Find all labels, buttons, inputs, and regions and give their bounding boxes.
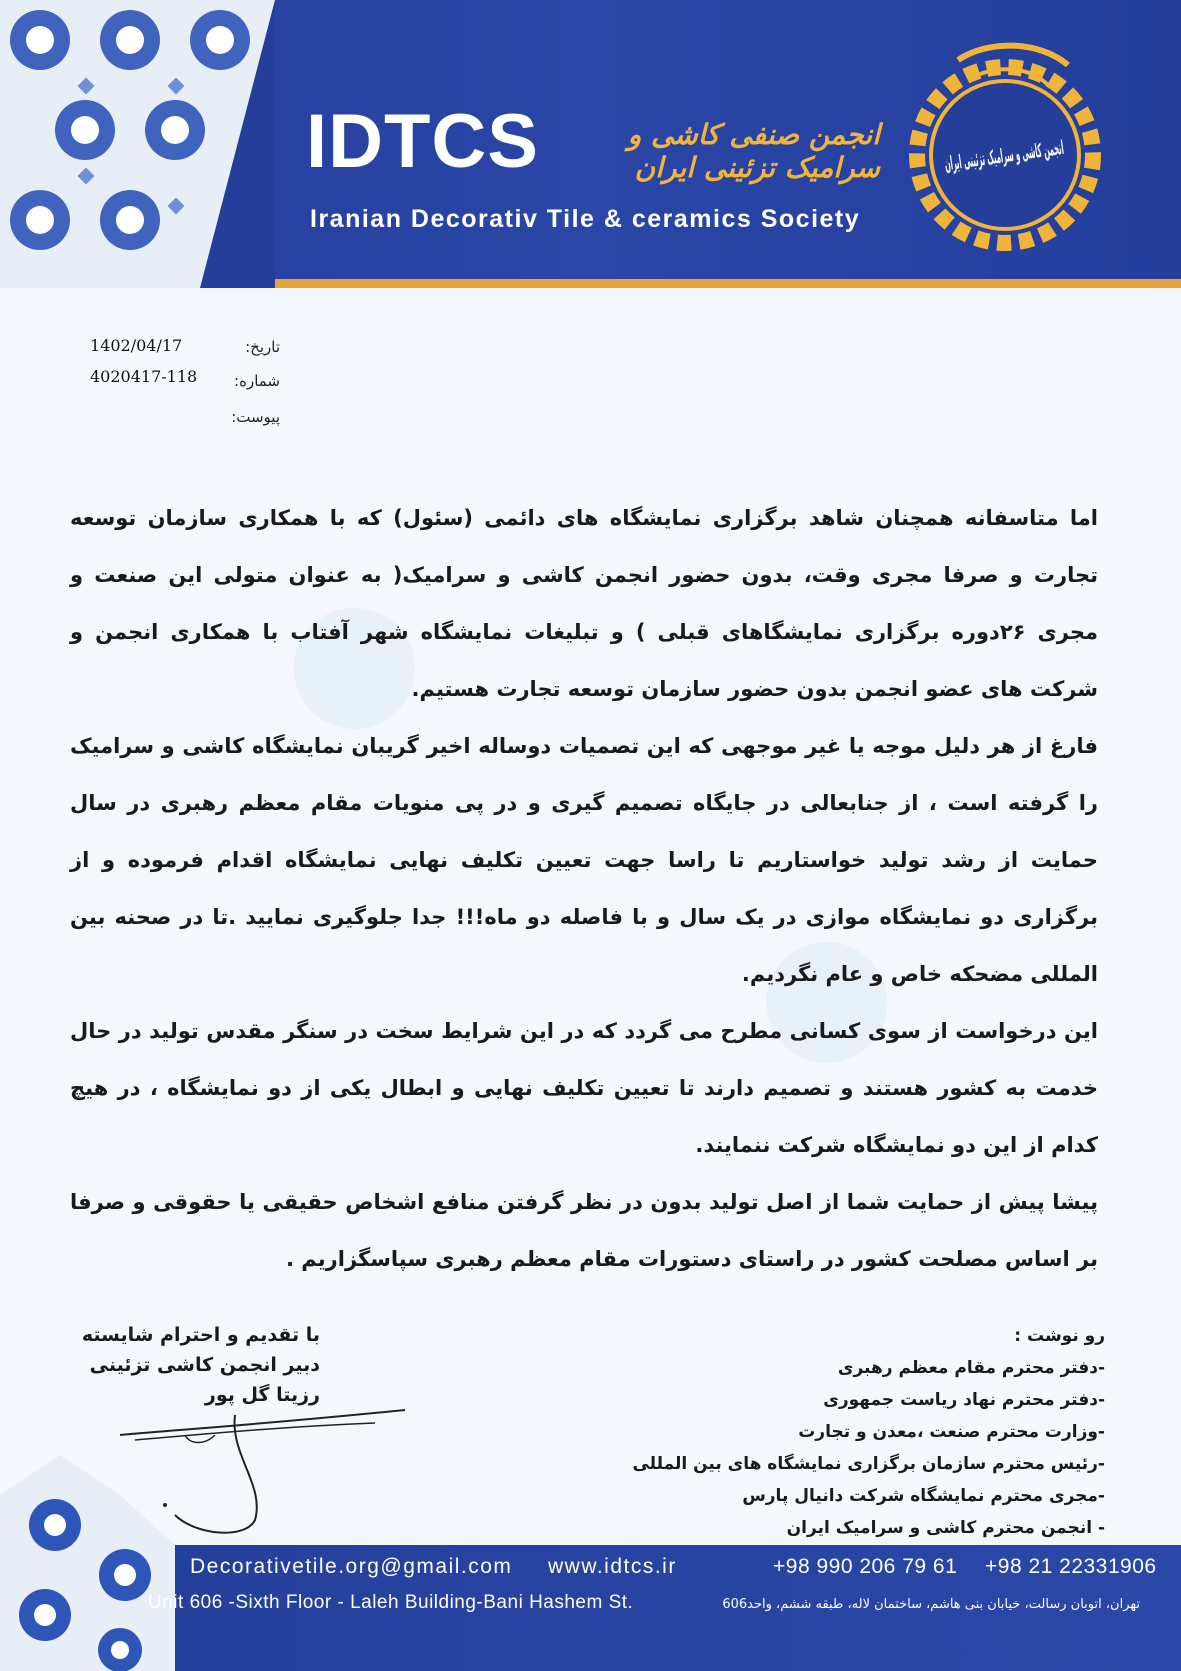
closing-line: با تقدیم و احترام شایسته bbox=[81, 1324, 320, 1346]
cc-title: رو نوشت : bbox=[1014, 1326, 1105, 1346]
signature-block bbox=[70, 1320, 320, 1410]
decorative-tile-pattern bbox=[0, 0, 275, 288]
society-acronym: IDTCS bbox=[306, 99, 539, 184]
decorative-tile-pattern-footer bbox=[0, 1455, 175, 1671]
cc-item: -دفتر محترم مقام معظم رهبری bbox=[837, 1358, 1105, 1378]
signer-name: رزیتا گل پور bbox=[204, 1384, 320, 1406]
body-paragraph: این درخواست از سوی کسانی مطرح می گردد که در این شرایط سخت در سنگر مقدس تولید در حال خدمت به کشور هستند و تصمیم دارند تا تعیین تکلیف نهایی و ابطال یکی از دو نمایشگاه ، در هیچ کدام از این دو نمایشگاه شرکت ننمایند. bbox=[70, 1019, 1098, 1157]
number-value: 4020417-118 bbox=[90, 367, 198, 386]
cc-item: -وزارت محترم صنعت ،معدن و تجارت bbox=[798, 1422, 1105, 1442]
signer-role: دبیر انجمن کاشی تزئینی bbox=[89, 1354, 320, 1376]
cc-item: - انجمن محترم کاشی و سرامیک ایران bbox=[786, 1518, 1105, 1538]
body-paragraph: اما متاسفانه همچنان شاهد برگزاری نمایشگاه های دائمی (سئول) که با همکاری سازمان توسعه تجارت و صرفا مجری وقت، بدون حضور انجمن کاشی و سرامیک( به عنوان متولی این صنعت و مجری ۲۶دوره برگزاری نمایشگاهای قبلی ) و تبلیغات نمایشگاه شهر آفتاب با همکاری انجمن و شرکت های عضو انجمن بدون حضور سازمان توسعه تجارت هستیم. bbox=[70, 506, 1098, 701]
footer-email[interactable]: Decorativetile.org@gmail.com bbox=[190, 1555, 513, 1578]
footer-website[interactable]: www.idtcs.ir bbox=[548, 1555, 677, 1578]
society-title-english: Iranian Decorativ Tile & ceramics Society bbox=[310, 205, 861, 233]
footer-address-english: Unit 606 -Sixth Floor - Laleh Building-Bani Hashem St. bbox=[148, 1592, 634, 1613]
footer-address-persian: تهران، اتوبان رسالت، خیابان بنی هاشم، ساختمان لاله، طبقه ششم، واحد606 bbox=[722, 1597, 1140, 1612]
cc-item: -مجری محترم نمایشگاه شرکت دانیال پارس bbox=[742, 1486, 1105, 1506]
date-label: تاریخ: bbox=[245, 338, 280, 356]
footer-phone: +98 21 22331906 bbox=[985, 1555, 1157, 1578]
attachment-label: پیوست: bbox=[231, 408, 280, 426]
carbon-copy-list bbox=[560, 1320, 1105, 1544]
body-paragraph: پیشا پیش از حمایت شما از اصل تولید بدون در نظر گرفتن منافع اشخاص حقیقی یا حقوقی و صرفا بر اساس مصلحت کشور در راستای دستورات مقام معظم رهبری سپاسگزاریم . bbox=[70, 1190, 1098, 1271]
society-gear-logo bbox=[898, 40, 1113, 255]
date-value: 1402/04/17 bbox=[90, 336, 183, 355]
number-label: شماره: bbox=[234, 372, 280, 390]
body-paragraph: فارغ از هر دلیل موجه یا غیر موجهی که این تصمیات دوساله اخیر گریبان نمایشگاه کاشی و سرامیک را گرفته است ، از جنابعالی در جایگاه تصمیم گیری و در پی منویات مقام معظم رهبری در سال حمایت از رشد تولید خواستاریم تا راسا جهت تعیین تکلیف نهایی نمایشگاه اقدام فرموده و از برگزاری دو نمایشگاه موازی در یک سال و با فاصله دو ماه!!! جدا جلوگیری نمایید .تا در صحنه بین المللی مضحکه خاص و عام نگردیم. bbox=[70, 734, 1098, 986]
cc-item: -رئیس محترم سازمان برگزاری نمایشگاه های بین المللی bbox=[632, 1454, 1105, 1474]
footer-mobile: +98 990 206 79 61 bbox=[773, 1555, 958, 1578]
society-title-persian: انجمن صنفی کاشی و سرامیک تزئینی ایران bbox=[627, 118, 880, 184]
cc-item: -دفتر محترم نهاد ریاست جمهوری bbox=[823, 1390, 1105, 1410]
letter-body bbox=[70, 490, 1098, 1288]
